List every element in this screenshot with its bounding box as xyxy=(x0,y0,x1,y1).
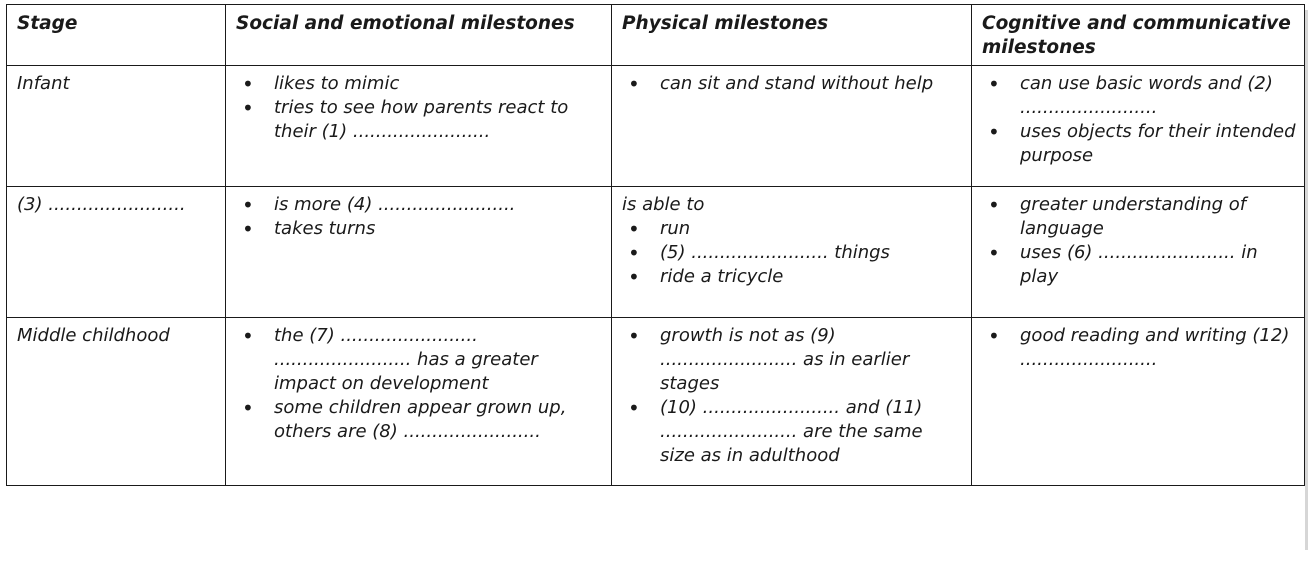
list-item: • uses (6) ........................ in play xyxy=(982,241,1296,289)
social-cell xyxy=(226,66,612,187)
bullet-list xyxy=(982,193,1296,289)
social-cell xyxy=(226,187,612,318)
list-item: • greater understanding of language xyxy=(982,193,1296,241)
table-row xyxy=(7,318,1305,486)
social-cell xyxy=(226,318,612,486)
table-header-row xyxy=(7,5,1305,66)
bullet-list xyxy=(622,217,963,289)
bullet-list xyxy=(622,324,963,468)
stage-cell: (3) ........................ xyxy=(7,187,226,318)
list-item: • is more (4) ........................ xyxy=(236,193,603,217)
list-item: • likes to mimic xyxy=(236,72,603,96)
bullet-list xyxy=(622,72,963,96)
physical-cell xyxy=(612,187,972,318)
header-physical: Physical milestones xyxy=(612,5,972,66)
page-edge-shadow xyxy=(1305,10,1308,550)
list-item: • good reading and writing (12) ........................ xyxy=(982,324,1296,372)
list-item: • the (7) ........................ ........................ has a greater impact on development xyxy=(236,324,603,396)
lead-text: is able to xyxy=(622,194,705,215)
list-item: • run xyxy=(622,217,963,241)
header-cognitive-communicative: Cognitive and communicative milestones xyxy=(972,5,1305,66)
list-item: • some children appear grown up, others are (8) ........................ xyxy=(236,396,603,444)
header-stage: Stage xyxy=(7,5,226,66)
cognitive-cell xyxy=(972,66,1305,187)
list-item: • ride a tricycle xyxy=(622,265,963,289)
physical-cell xyxy=(612,318,972,486)
bullet-list xyxy=(236,193,603,241)
cognitive-cell xyxy=(972,318,1305,486)
list-item: • uses objects for their intended purpose xyxy=(982,120,1296,168)
bullet-list xyxy=(982,72,1296,168)
list-item: • takes turns xyxy=(236,217,603,241)
list-item: • can use basic words and (2) ........................ xyxy=(982,72,1296,120)
milestones-table xyxy=(6,4,1305,486)
stage-cell: Infant xyxy=(7,66,226,187)
list-item: • (5) ........................ things xyxy=(622,241,963,265)
bullet-list xyxy=(982,324,1296,372)
bullet-list xyxy=(236,72,603,144)
cognitive-cell xyxy=(972,187,1305,318)
list-item: • can sit and stand without help xyxy=(622,72,963,96)
list-item: • tries to see how parents react to their (1) ........................ xyxy=(236,96,603,144)
table-row xyxy=(7,187,1305,318)
list-item: • growth is not as (9) ........................ as in earlier stages xyxy=(622,324,963,396)
list-item: • (10) ........................ and (11) ........................ are the same size as in adulthood xyxy=(622,396,963,468)
bullet-list xyxy=(236,324,603,444)
header-social-emotional: Social and emotional milestones xyxy=(226,5,612,66)
table-row xyxy=(7,66,1305,187)
physical-cell xyxy=(612,66,972,187)
stage-cell: Middle childhood xyxy=(7,318,226,486)
